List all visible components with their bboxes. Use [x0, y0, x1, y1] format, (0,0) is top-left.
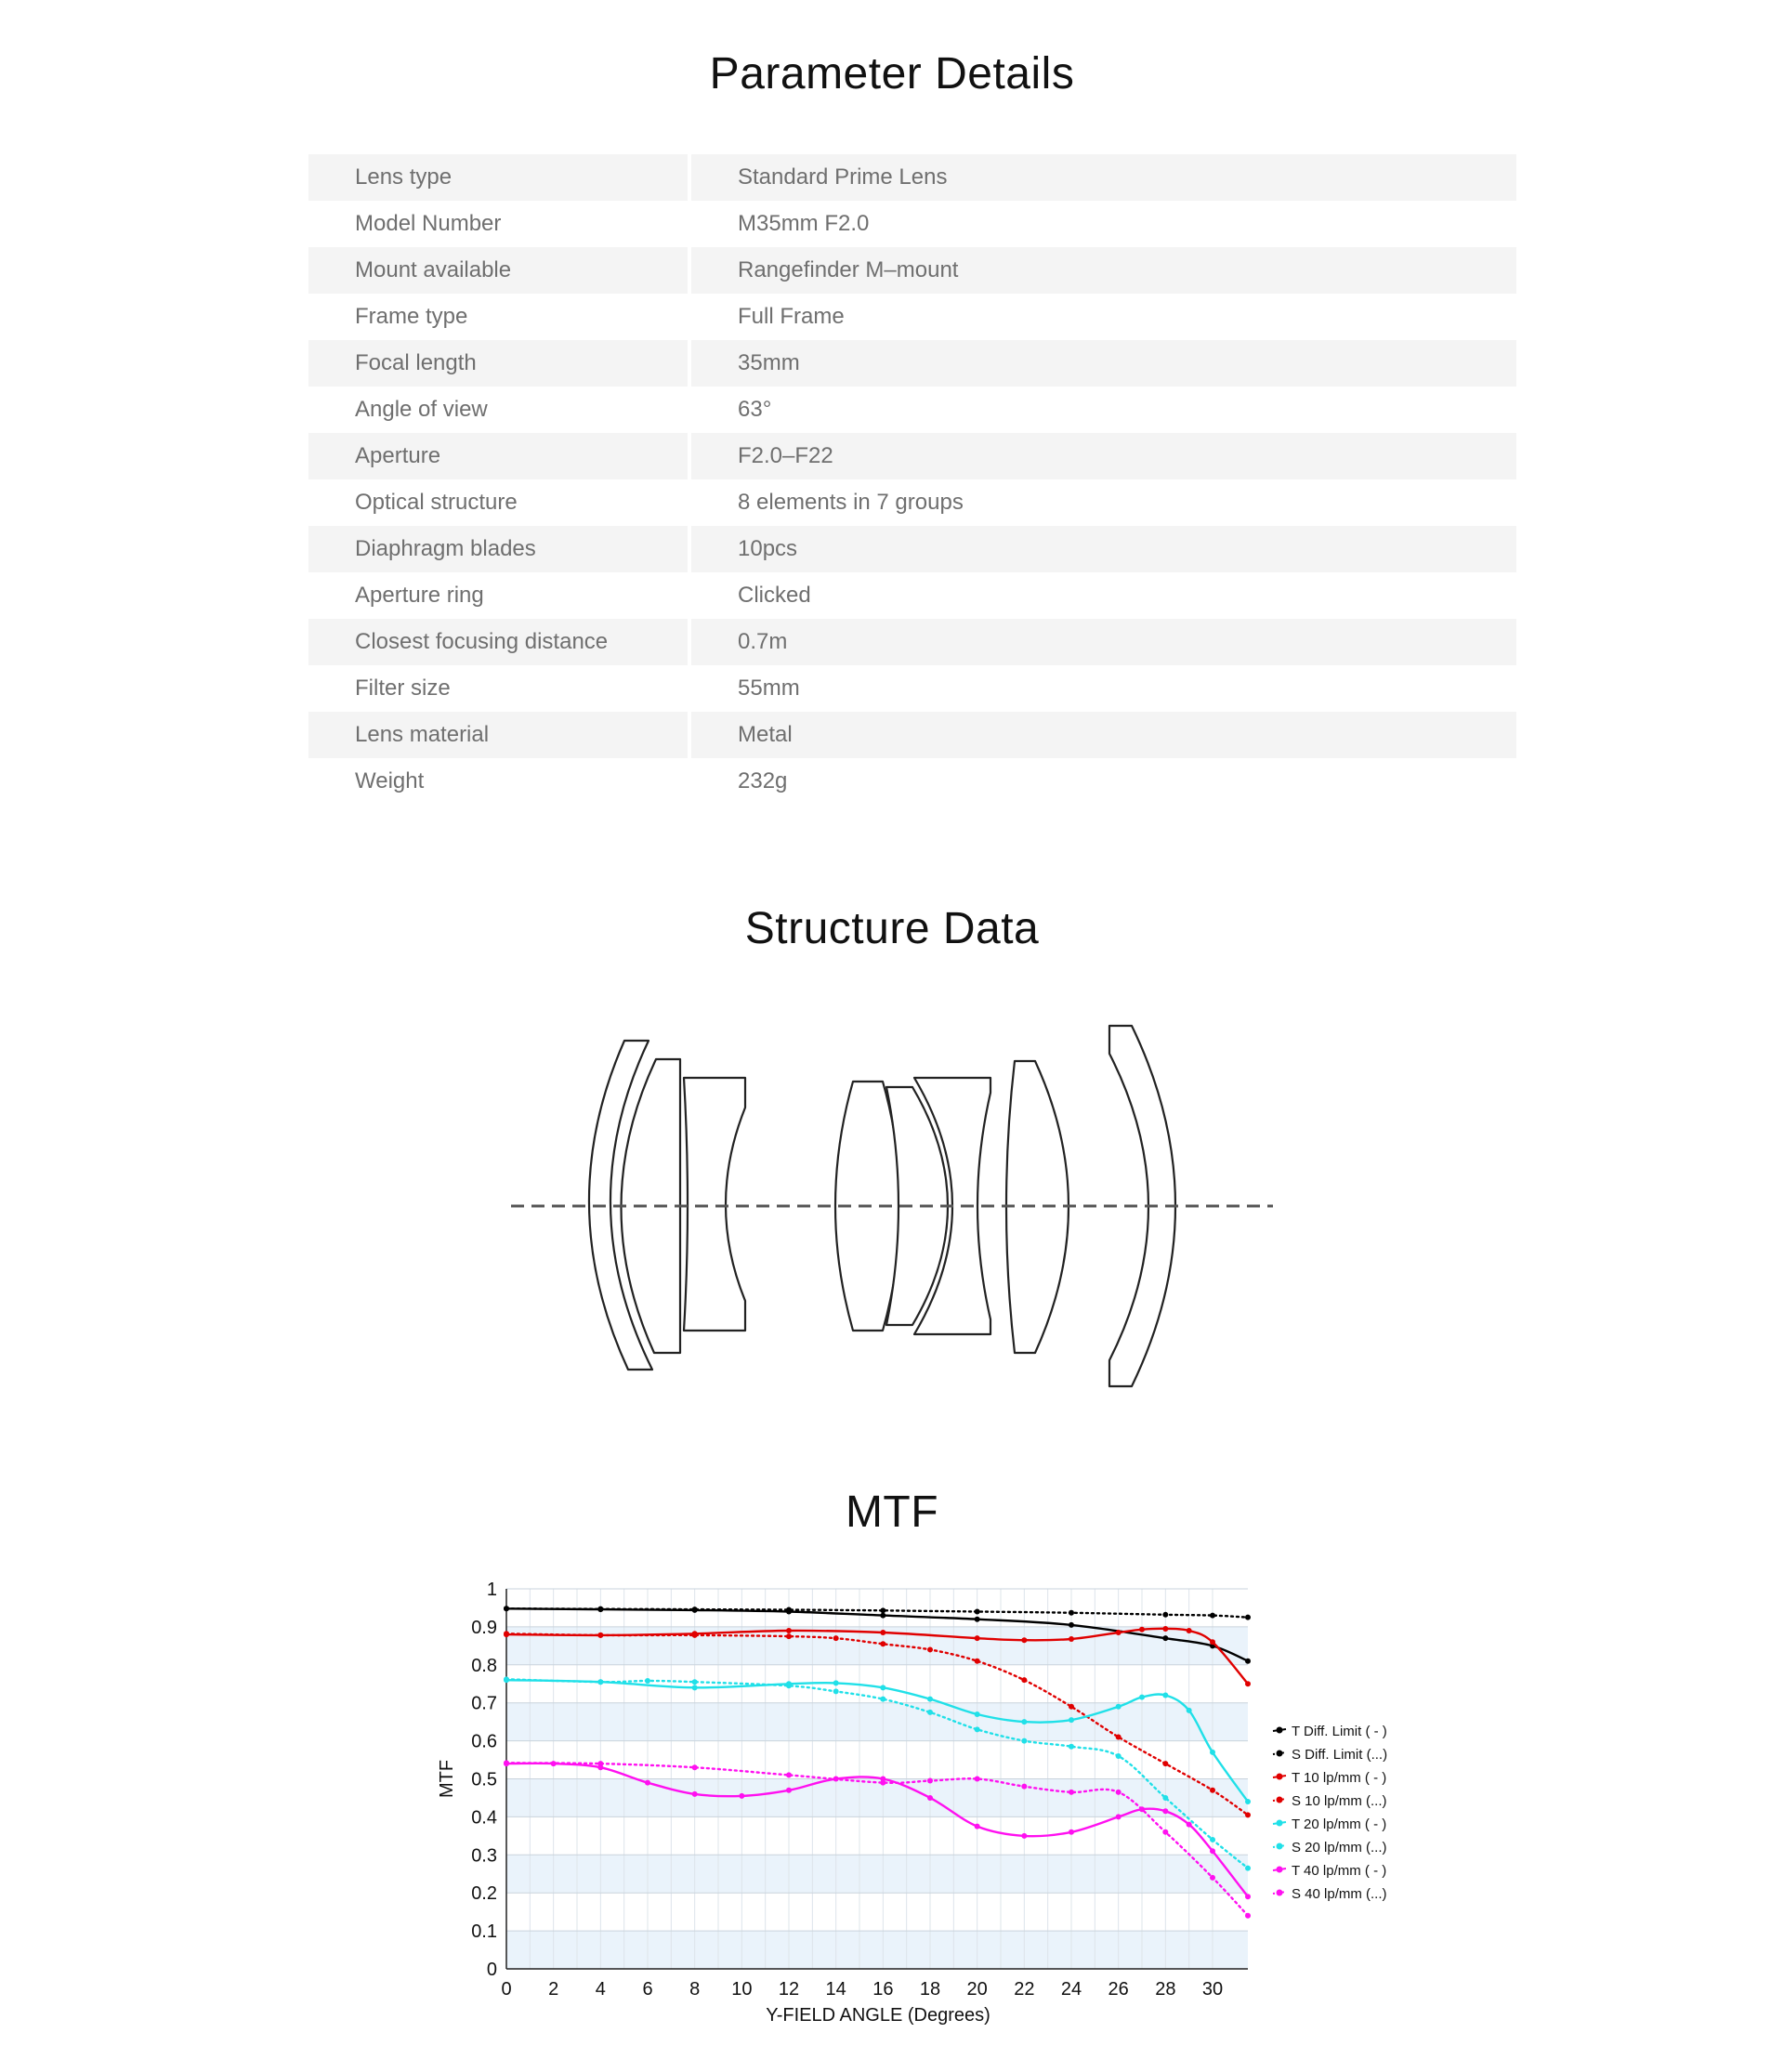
- series-point-1: [975, 1609, 980, 1615]
- parameter-label: Frame type: [355, 304, 468, 329]
- x-tick-label: 16: [872, 1979, 894, 2000]
- lens-structure-diagram: [502, 1022, 1282, 1394]
- series-point-4: [1210, 1750, 1215, 1755]
- series-point-7: [880, 1780, 885, 1786]
- legend-label: T 10 lp/mm ( - ): [1292, 1770, 1387, 1786]
- series-point-7: [1245, 1913, 1251, 1919]
- parameter-label: Closest focusing distance: [308, 619, 688, 665]
- parameter-row: [308, 712, 1516, 758]
- parameter-label: Lens material: [308, 712, 688, 758]
- series-point-6: [645, 1780, 650, 1786]
- lens-element-7: [1006, 1061, 1069, 1353]
- series-point-2: [1187, 1628, 1192, 1633]
- plot-band: [506, 1931, 1248, 1969]
- plot-band: [506, 1703, 1248, 1741]
- parameter-details-title: Parameter Details: [709, 49, 1075, 98]
- series-point-4: [927, 1697, 933, 1702]
- parameter-label: Model Number: [355, 211, 502, 236]
- y-tick-label: 0.4: [471, 1807, 497, 1829]
- parameter-row: [308, 479, 1516, 526]
- series-point-1: [1162, 1612, 1168, 1618]
- parameter-value: 8 elements in 7 groups: [738, 490, 964, 515]
- series-point-2: [1245, 1681, 1251, 1686]
- series-point-1: [597, 1606, 603, 1612]
- parameter-value: M35mm F2.0: [738, 211, 870, 236]
- parameter-label: Lens type: [308, 154, 688, 201]
- mtf-title: MTF: [845, 1488, 939, 1537]
- series-point-3: [1162, 1761, 1168, 1766]
- y-axis-label: MTF: [437, 1759, 457, 1799]
- series-point-4: [1162, 1693, 1168, 1698]
- series-point-6: [1116, 1814, 1122, 1819]
- series-point-0: [1162, 1635, 1168, 1641]
- x-tick-label: 30: [1201, 1979, 1224, 2000]
- series-point-3: [1021, 1677, 1027, 1683]
- series-point-6: [927, 1795, 933, 1801]
- series-point-3: [1210, 1788, 1215, 1793]
- parameter-value: Rangefinder M–mount: [691, 247, 1516, 294]
- series-point-1: [692, 1606, 698, 1612]
- y-tick-label: 0.8: [471, 1655, 497, 1676]
- series-point-3: [1069, 1704, 1074, 1710]
- series-point-1: [1210, 1613, 1215, 1619]
- series-point-4: [1069, 1717, 1074, 1723]
- parameter-row: [308, 294, 1516, 340]
- y-tick-label: 0.6: [471, 1731, 497, 1752]
- series-point-2: [1069, 1636, 1074, 1642]
- parameter-label: Weight: [355, 768, 425, 793]
- series-point-6: [692, 1791, 698, 1797]
- series-point-2: [1210, 1639, 1215, 1645]
- series-point-7: [927, 1778, 933, 1784]
- series-point-7: [1021, 1784, 1027, 1790]
- parameter-row: [308, 572, 1516, 619]
- x-tick-label: 6: [642, 1979, 653, 2000]
- parameter-table: [308, 154, 1516, 805]
- parameter-row: [308, 619, 1516, 665]
- parameter-value: Metal: [691, 712, 1516, 758]
- x-tick-label: 2: [548, 1979, 559, 2000]
- x-tick-label: 28: [1155, 1979, 1176, 2000]
- legend-marker-7: [1277, 1890, 1283, 1896]
- parameter-value: 55mm: [738, 675, 800, 701]
- series-point-4: [1139, 1695, 1145, 1700]
- parameter-row: [308, 526, 1516, 572]
- series-point-3: [504, 1631, 509, 1636]
- series-point-6: [1210, 1848, 1215, 1854]
- structure-data-title: Structure Data: [744, 904, 1040, 953]
- parameter-row: [308, 340, 1516, 387]
- parameter-label: Focal length: [308, 340, 688, 387]
- series-point-3: [1245, 1812, 1251, 1817]
- legend-label: S 10 lp/mm (...): [1292, 1793, 1387, 1809]
- series-point-4: [880, 1685, 885, 1690]
- series-point-1: [504, 1606, 509, 1611]
- x-tick-label: 10: [731, 1979, 753, 2000]
- y-tick-label: 0.5: [471, 1769, 497, 1790]
- legend-swatch-4: [1273, 1822, 1286, 1824]
- y-tick-label: 0: [486, 1960, 497, 1980]
- series-point-2: [1116, 1630, 1122, 1635]
- series-point-5: [1162, 1795, 1168, 1801]
- series-point-0: [975, 1617, 980, 1622]
- series-point-3: [597, 1633, 603, 1638]
- legend-marker-5: [1277, 1843, 1283, 1850]
- x-tick-label: 18: [919, 1979, 941, 2000]
- series-point-2: [975, 1635, 980, 1641]
- parameter-row: [308, 387, 1516, 433]
- series-point-4: [1245, 1799, 1251, 1804]
- y-tick-label: 1: [486, 1580, 497, 1600]
- series-point-2: [1139, 1627, 1145, 1633]
- x-tick-label: 26: [1108, 1979, 1129, 2000]
- series-point-5: [880, 1697, 885, 1702]
- series-point-1: [880, 1607, 885, 1613]
- series-point-6: [975, 1824, 980, 1829]
- series-point-3: [692, 1633, 698, 1638]
- legend-label: T 20 lp/mm ( - ): [1292, 1816, 1387, 1832]
- series-point-5: [833, 1688, 839, 1694]
- series-point-6: [1162, 1808, 1168, 1814]
- plot-band: [506, 1816, 1248, 1855]
- y-tick-label: 0.9: [471, 1617, 497, 1638]
- series-point-3: [975, 1659, 980, 1664]
- legend-swatch-6: [1273, 1869, 1286, 1870]
- series-point-1: [786, 1606, 792, 1612]
- series-point-6: [1069, 1829, 1074, 1835]
- series-point-6: [1021, 1833, 1027, 1839]
- parameter-row: [308, 665, 1516, 712]
- series-point-7: [1162, 1829, 1168, 1835]
- legend-label: S 20 lp/mm (...): [1292, 1840, 1387, 1856]
- series-point-4: [1021, 1719, 1027, 1724]
- legend-label: T Diff. Limit ( - ): [1292, 1724, 1387, 1739]
- parameter-row: [308, 201, 1516, 247]
- x-tick-label: 14: [825, 1979, 846, 2000]
- parameter-value: 63°: [738, 397, 772, 422]
- parameter-value: 0.7m: [691, 619, 1516, 665]
- legend-swatch-2: [1273, 1776, 1286, 1777]
- parameter-value: Full Frame: [738, 304, 845, 329]
- parameter-row: [308, 247, 1516, 294]
- mtf-chart: [409, 1570, 1412, 2035]
- parameter-value: Clicked: [738, 583, 811, 608]
- parameter-row: [308, 154, 1516, 201]
- series-point-5: [645, 1678, 650, 1684]
- plot-band: [506, 1893, 1248, 1931]
- series-point-5: [975, 1726, 980, 1732]
- parameter-label: Angle of view: [355, 397, 488, 422]
- series-point-2: [1021, 1637, 1027, 1643]
- series-point-7: [1210, 1875, 1215, 1881]
- lens-element-2: [621, 1059, 680, 1353]
- legend-label: S 40 lp/mm (...): [1292, 1886, 1387, 1902]
- parameter-row: [308, 758, 1516, 805]
- parameter-label: Diaphragm blades: [308, 526, 688, 572]
- x-tick-label: 24: [1060, 1979, 1082, 2000]
- parameter-row: [308, 433, 1516, 479]
- x-axis-label: Y-FIELD ANGLE (Degrees): [766, 2005, 990, 2026]
- series-point-7: [1116, 1790, 1122, 1795]
- parameter-value: F2.0–F22: [691, 433, 1516, 479]
- x-tick-label: 12: [778, 1979, 800, 2000]
- series-point-5: [1210, 1837, 1215, 1843]
- plot-band: [506, 1589, 1248, 1627]
- y-tick-label: 0.7: [471, 1693, 497, 1714]
- series-point-5: [1069, 1744, 1074, 1750]
- series-point-7: [597, 1761, 603, 1766]
- series-point-6: [1245, 1894, 1251, 1899]
- series-point-5: [597, 1679, 603, 1685]
- series-point-3: [927, 1646, 933, 1652]
- series-point-5: [1116, 1753, 1122, 1759]
- series-point-0: [1245, 1659, 1251, 1664]
- series-point-5: [1021, 1738, 1027, 1744]
- parameter-value: 232g: [738, 768, 788, 793]
- series-point-4: [975, 1711, 980, 1717]
- series-point-2: [786, 1628, 792, 1633]
- series-point-7: [975, 1777, 980, 1782]
- plot-band: [506, 1855, 1248, 1893]
- series-point-5: [786, 1683, 792, 1688]
- x-tick-label: 22: [1014, 1979, 1035, 2000]
- legend-marker-3: [1277, 1797, 1283, 1803]
- x-tick-label: 20: [966, 1979, 988, 2000]
- series-point-7: [786, 1772, 792, 1777]
- parameter-label: Aperture ring: [355, 583, 484, 608]
- series-point-7: [692, 1764, 698, 1770]
- legend-label: S Diff. Limit (...): [1292, 1747, 1388, 1763]
- series-point-5: [504, 1676, 509, 1682]
- series-point-6: [739, 1793, 744, 1799]
- parameter-value: 10pcs: [691, 526, 1516, 572]
- series-point-6: [1187, 1822, 1192, 1828]
- x-tick-label: 8: [689, 1979, 701, 2000]
- series-point-7: [1069, 1790, 1074, 1795]
- parameter-label: Filter size: [355, 675, 451, 701]
- parameter-label: Aperture: [308, 433, 688, 479]
- series-point-4: [1187, 1708, 1192, 1713]
- series-point-4: [692, 1685, 698, 1690]
- series-point-0: [880, 1613, 885, 1619]
- legend-swatch-0: [1273, 1729, 1286, 1731]
- series-point-4: [833, 1680, 839, 1685]
- x-tick-label: 0: [501, 1979, 512, 2000]
- series-point-5: [1245, 1866, 1251, 1871]
- legend-label: T 40 lp/mm ( - ): [1292, 1863, 1387, 1879]
- x-tick-label: 4: [595, 1979, 606, 2000]
- series-point-1: [1245, 1615, 1251, 1620]
- lens-element-3: [684, 1078, 745, 1331]
- y-tick-label: 0.1: [471, 1921, 497, 1943]
- parameter-value: 35mm: [691, 340, 1516, 387]
- series-point-6: [786, 1788, 792, 1793]
- y-tick-label: 0.3: [471, 1845, 497, 1867]
- legend-marker-1: [1277, 1751, 1283, 1757]
- series-point-4: [1116, 1704, 1122, 1710]
- parameter-value: Standard Prime Lens: [691, 154, 1516, 201]
- series-point-3: [880, 1641, 885, 1646]
- series-point-2: [880, 1630, 885, 1635]
- series-point-0: [1069, 1622, 1074, 1628]
- series-point-7: [504, 1760, 509, 1765]
- parameter-label: Mount available: [308, 247, 688, 294]
- series-point-2: [1162, 1626, 1168, 1632]
- series-point-5: [692, 1679, 698, 1685]
- series-point-1: [1069, 1610, 1074, 1616]
- parameter-label: Optical structure: [355, 490, 518, 515]
- series-point-5: [927, 1710, 933, 1715]
- series-point-3: [1116, 1735, 1122, 1740]
- y-tick-label: 0.2: [471, 1883, 497, 1905]
- series-point-3: [833, 1635, 839, 1641]
- series-point-3: [786, 1633, 792, 1639]
